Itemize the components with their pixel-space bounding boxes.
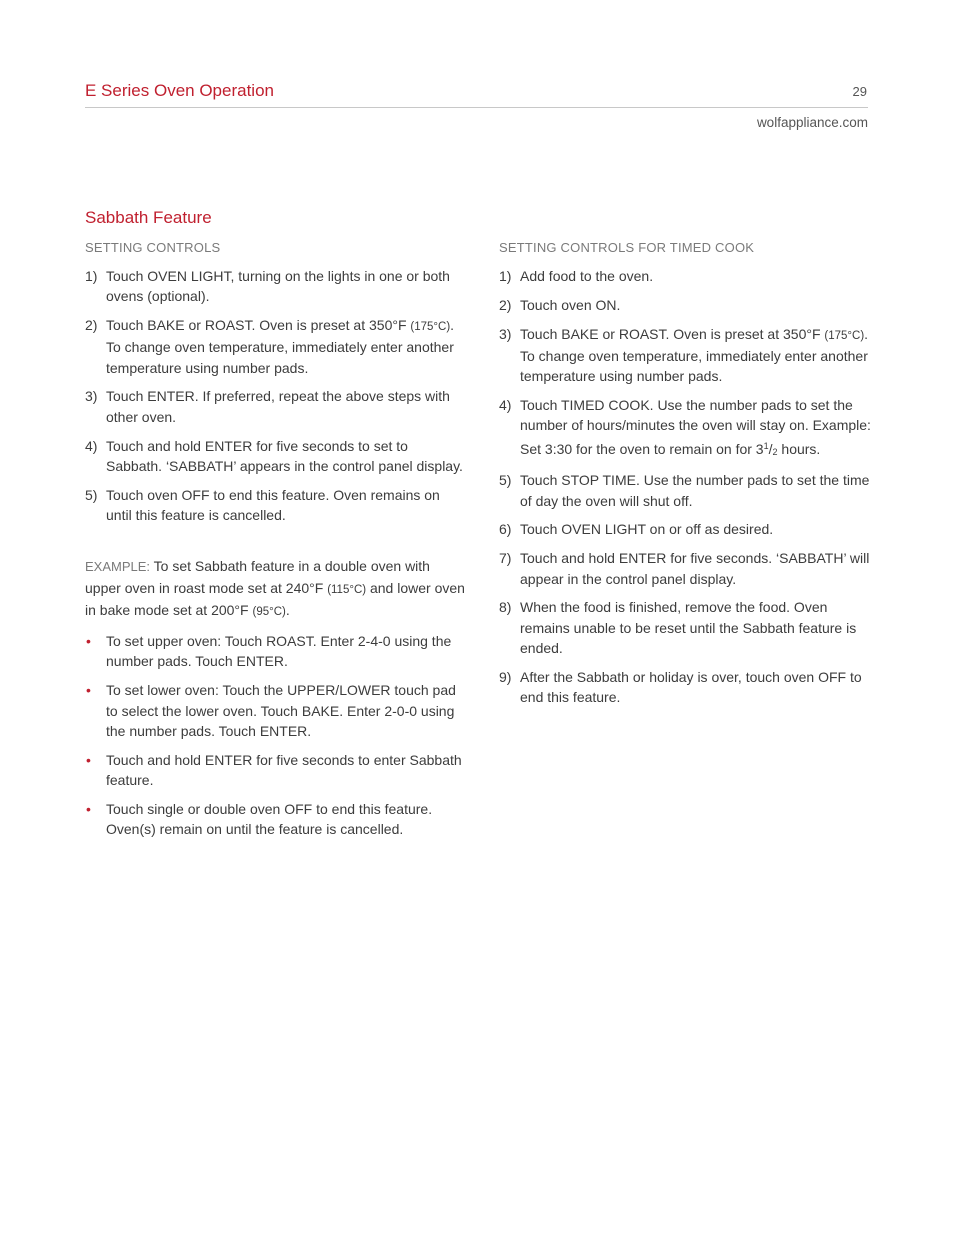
step-text: When the food is finished, remove the food. Oven remains unable to be reset until the Sabbath feature is ended.: [520, 599, 857, 656]
step-text: Add food to the oven.: [520, 268, 654, 284]
header-title: E Series Oven Operation: [85, 81, 274, 100]
step-text: Touch ENTER. If preferred, repeat the above steps with other oven.: [106, 388, 450, 425]
timed-cook-subhead: SETTING CONTROLS FOR TIMED COOK: [499, 240, 755, 255]
celsius-value: (175°C): [824, 329, 865, 342]
right-column: [499, 239, 879, 716]
list-item: [499, 519, 879, 539]
header-divider: [85, 107, 868, 108]
list-item: [499, 597, 879, 658]
bullet-text: Touch and hold ENTER for five seconds to enter Sabbath feature.: [106, 751, 462, 788]
list-item: [499, 395, 879, 462]
step-number: 6): [499, 521, 512, 538]
page-number: 29: [852, 84, 867, 99]
list-item: [499, 324, 879, 387]
section-title: Sabbath Feature: [85, 208, 212, 227]
list-item: [85, 386, 465, 427]
step-text: Touch OVEN LIGHT, turning on the lights in one or both ovens (optional).: [106, 268, 450, 305]
step-text: Touch and hold ENTER for five seconds. ‘SABBATH’ will appear in the control panel display.: [520, 550, 870, 587]
step-number: 4): [85, 437, 98, 454]
step-number: 4): [499, 396, 512, 413]
step-text: Touch BAKE or ROAST. Oven is preset at 350°F: [106, 317, 411, 334]
step-text: Touch TIMED COOK. Use the number pads to set the number of hours/minutes the oven will stay on. Example: Set 3:30 for the oven to remain on for 3: [520, 396, 871, 457]
website-url: wolfappliance.com: [756, 115, 868, 130]
example-label: EXAMPLE:: [85, 559, 151, 575]
step-number: 8): [499, 599, 512, 616]
timed-cook-steps: [499, 266, 879, 707]
list-item: [85, 485, 465, 526]
step-text: Touch STOP TIME. Use the number pads to set the time of day the oven will shut off.: [520, 472, 870, 509]
list-item: [499, 470, 879, 511]
celsius-value: (115°C): [327, 583, 367, 596]
example-bullets: [85, 631, 465, 839]
step-text: After the Sabbath or holiday is over, touch oven OFF to end this feature.: [520, 668, 862, 706]
list-item: [85, 266, 465, 307]
bullet-text: To set lower oven: Touch the UPPER/LOWER touch pad to select the lower oven. Touch BAKE. Enter 2-0-0 using the number pads. Touch ENTER.: [106, 682, 456, 739]
setting-controls-steps: [85, 266, 465, 525]
left-column: [85, 239, 465, 848]
step-number: 2): [85, 317, 98, 334]
bullet-icon: •: [86, 682, 91, 699]
fraction-numerator: 1: [763, 440, 769, 451]
step-text: . To change oven temperature, immediately enter another temperature using number pads.: [106, 317, 455, 376]
celsius-value: (95°C): [252, 605, 286, 618]
list-item: [499, 295, 879, 315]
step-number: 7): [499, 550, 512, 567]
list-item: [85, 631, 465, 672]
step-number: 3): [85, 388, 98, 405]
step-number: 3): [499, 325, 512, 342]
example-paragraph: [85, 556, 465, 622]
step-number: 5): [85, 486, 98, 503]
step-number: 1): [499, 268, 512, 284]
step-number: 9): [499, 668, 512, 685]
list-item: [85, 680, 465, 741]
bullet-icon: •: [86, 751, 91, 768]
list-item: [85, 315, 465, 378]
example-text: To set Sabbath feature in a double oven with upper oven in roast mode set at 240°F: [85, 558, 430, 596]
example-text: .: [285, 601, 290, 618]
fraction-denominator: 2: [772, 446, 778, 457]
list-item: [499, 266, 879, 286]
bullet-icon: •: [86, 800, 91, 817]
step-number: 2): [499, 296, 512, 313]
bullet-icon: •: [86, 633, 91, 650]
fraction-slash: /: [768, 440, 773, 457]
step-text: Touch OVEN LIGHT on or off as desired.: [520, 521, 774, 538]
step-text: hours.: [777, 440, 821, 457]
list-item: [499, 548, 879, 589]
bullet-text: To set upper oven: Touch ROAST. Enter 2-4-0 using the number pads. Touch ENTER.: [106, 633, 452, 670]
list-item: [499, 667, 879, 708]
example-text: and lower oven in bake mode set at 200°F: [85, 579, 465, 618]
setting-controls-subhead: SETTING CONTROLS: [85, 240, 221, 255]
step-text: Touch oven OFF to end this feature. Oven remains on until this feature is cancelled.: [106, 486, 440, 523]
step-text: Touch and hold ENTER for five seconds to set to Sabbath. ‘SABBATH’ appears in the control panel display.: [106, 437, 463, 474]
step-text: Touch BAKE or ROAST. Oven is preset at 350°F: [520, 325, 825, 342]
celsius-value: (175°C): [410, 321, 451, 334]
step-number: 1): [85, 268, 98, 284]
list-item: [85, 750, 465, 791]
step-number: 5): [499, 472, 512, 489]
list-item: [85, 436, 465, 477]
step-text: . To change oven temperature, immediately enter another temperature using number pads.: [520, 325, 869, 385]
bullet-text: Touch single or double oven OFF to end this feature. Oven(s) remain on until the feature is cancelled.: [106, 800, 433, 838]
list-item: [85, 799, 465, 840]
step-text: Touch oven ON.: [520, 296, 621, 313]
